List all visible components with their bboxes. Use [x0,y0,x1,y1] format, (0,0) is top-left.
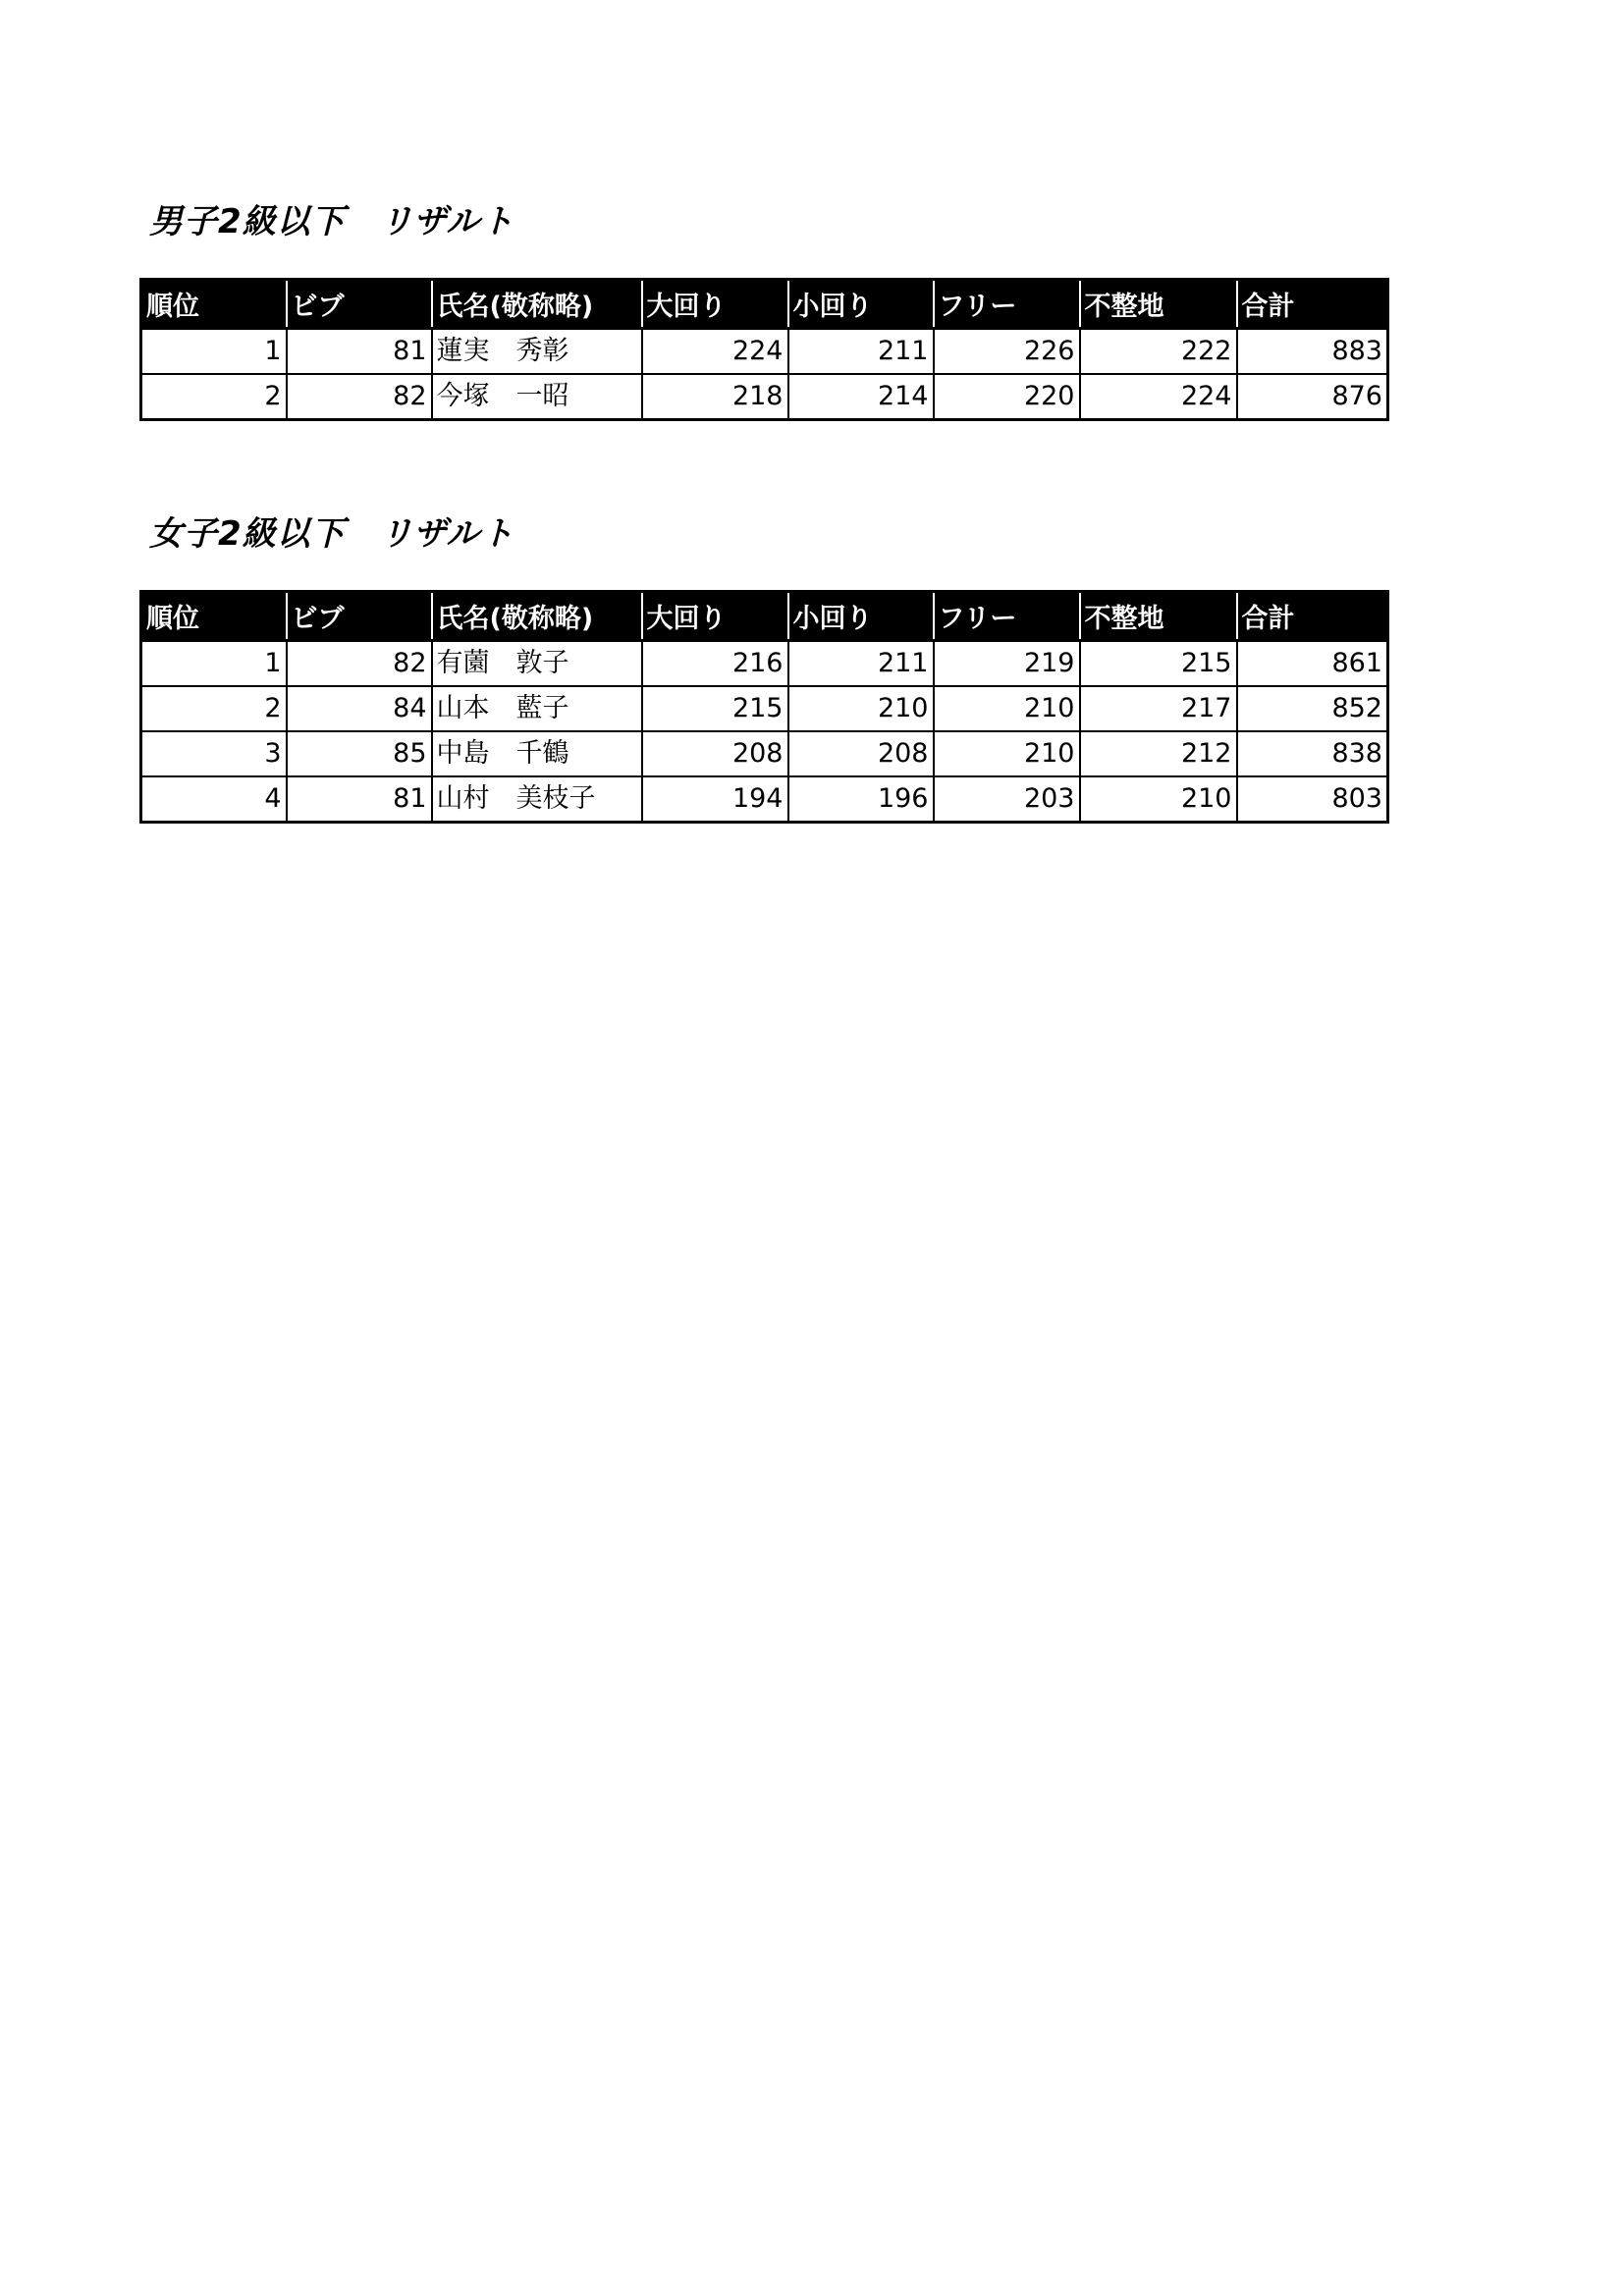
free-cell: 226 [934,329,1080,375]
column-header-total: 合計 [1237,280,1388,329]
small-turn-cell: 214 [788,374,934,420]
big-turn-cell: 216 [642,641,788,687]
men-results-table [139,278,1389,421]
rough-cell: 210 [1080,776,1237,823]
table-row [141,641,1388,687]
bib-cell: 81 [287,776,432,823]
small-turn-cell: 208 [788,731,934,776]
bib-cell: 85 [287,731,432,776]
table-row [141,329,1388,375]
total-cell: 838 [1237,731,1388,776]
free-cell: 210 [934,686,1080,731]
column-header-small-turn: 小回り [788,592,934,641]
men-results-title: 男子2級以下 リザルト [149,202,515,241]
rough-cell: 212 [1080,731,1237,776]
table-header-row [141,592,1388,641]
column-header-bib: ビブ [287,592,432,641]
total-cell: 876 [1237,374,1388,420]
total-cell: 861 [1237,641,1388,687]
total-cell: 803 [1237,776,1388,823]
rough-cell: 215 [1080,641,1237,687]
rank-cell: 1 [141,641,287,687]
women-results-section [139,510,1386,824]
big-turn-cell: 208 [642,731,788,776]
table-row [141,731,1388,776]
table-row [141,374,1388,420]
bib-cell: 82 [287,374,432,420]
rank-cell: 1 [141,329,287,375]
free-cell: 219 [934,641,1080,687]
name-cell: 蓮実 秀彰 [432,329,642,375]
column-header-rank: 順位 [141,280,287,329]
women-results-title: 女子2級以下 リザルト [149,514,515,554]
total-cell: 883 [1237,329,1388,375]
table-row [141,686,1388,731]
total-cell: 852 [1237,686,1388,731]
big-turn-cell: 224 [642,329,788,375]
table-row [141,776,1388,823]
big-turn-cell: 218 [642,374,788,420]
rank-cell: 4 [141,776,287,823]
rank-cell: 3 [141,731,287,776]
column-header-big-turn: 大回り [642,280,788,329]
rough-cell: 222 [1080,329,1237,375]
column-header-small-turn: 小回り [788,280,934,329]
big-turn-cell: 194 [642,776,788,823]
table-header-row [141,280,1388,329]
column-header-big-turn: 大回り [642,592,788,641]
column-header-rough: 不整地 [1080,592,1237,641]
rank-cell: 2 [141,686,287,731]
name-cell: 山村 美枝子 [432,776,642,823]
name-cell: 今塚 一昭 [432,374,642,420]
column-header-total: 合計 [1237,592,1388,641]
name-cell: 有薗 敦子 [432,641,642,687]
free-cell: 203 [934,776,1080,823]
bib-cell: 84 [287,686,432,731]
rough-cell: 217 [1080,686,1237,731]
column-header-free: フリー [934,280,1080,329]
small-turn-cell: 210 [788,686,934,731]
column-header-rough: 不整地 [1080,280,1237,329]
column-header-rank: 順位 [141,592,287,641]
column-header-free: フリー [934,592,1080,641]
men-results-section [139,198,1386,421]
big-turn-cell: 215 [642,686,788,731]
women-results-table [139,590,1389,824]
rank-cell: 2 [141,374,287,420]
column-header-bib: ビブ [287,280,432,329]
small-turn-cell: 196 [788,776,934,823]
name-cell: 中島 千鶴 [432,731,642,776]
small-turn-cell: 211 [788,641,934,687]
free-cell: 220 [934,374,1080,420]
column-header-name: 氏名(敬称略) [432,280,642,329]
bib-cell: 82 [287,641,432,687]
small-turn-cell: 211 [788,329,934,375]
free-cell: 210 [934,731,1080,776]
name-cell: 山本 藍子 [432,686,642,731]
rough-cell: 224 [1080,374,1237,420]
bib-cell: 81 [287,329,432,375]
column-header-name: 氏名(敬称略) [432,592,642,641]
